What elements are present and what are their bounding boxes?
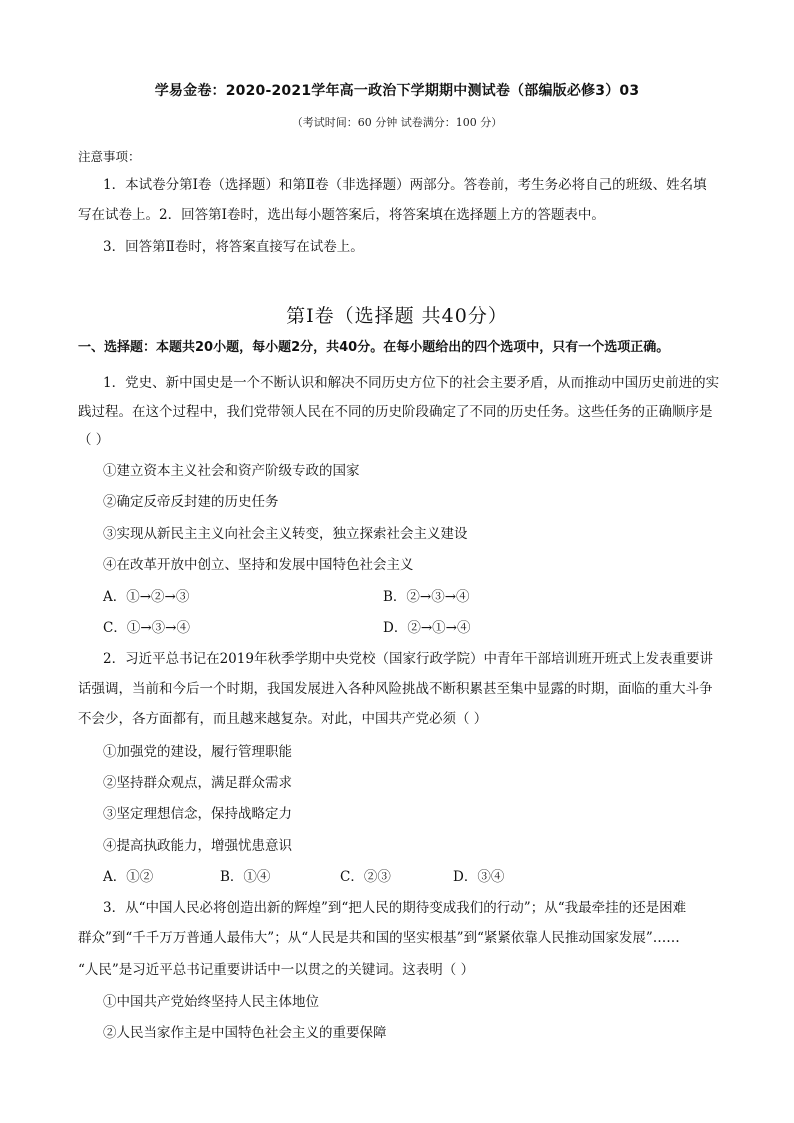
- q2-option-b: B．①④: [220, 869, 271, 885]
- notice-line-1: 1．本试卷分第Ⅰ卷（选择题）和第Ⅱ卷（非选择题）两部分。答卷前，考生务必将自己的班级、姓名填: [103, 177, 707, 193]
- exam-title: 学易金卷：2020-2021学年高一政治下学期期中测试卷（部编版必修3）03: [154, 83, 640, 99]
- q1-statement-4: ④在改革开放中创立、坚持和发展中国特色社会主义: [103, 557, 414, 573]
- q3-statement-1: ①中国共产党始终坚持人民主体地位: [103, 994, 319, 1010]
- q2-option-d: D．③④: [453, 869, 505, 885]
- q2-stem-line-3: 不会少，各方面都有，而且越来越复杂。对此，中国共产党必须（ ）: [78, 711, 488, 727]
- q1-statement-3: ③实现从新民主主义向社会主义转变，独立探索社会主义建设: [103, 526, 468, 542]
- q1-option-a: A．①→②→③: [103, 589, 190, 605]
- q1-statement-2: ②确定反帝反封建的历史任务: [103, 494, 279, 510]
- q2-stem-line-1: 2．习近平总书记在2019年秋季学期中央党校（国家行政学院）中青年干部培训班开班式上发表重要讲: [103, 651, 713, 667]
- section-title: 第Ⅰ卷（选择题 共40分）: [286, 305, 508, 327]
- notice-line-3: 3．回答第Ⅱ卷时，将答案直接写在试卷上。: [103, 239, 364, 255]
- q2-statement-1: ①加强党的建设，履行管理职能: [103, 744, 292, 760]
- q1-stem-line-2: 践过程。在这个过程中，我们党带领人民在不同的历史阶段确定了不同的历史任务。这些任务的正确顺序是: [78, 404, 713, 420]
- q2-statement-3: ③坚定理想信念，保持战略定力: [103, 806, 292, 822]
- q1-statement-1: ①建立资本主义社会和资产阶级专政的国家: [103, 463, 360, 479]
- exam-subtitle: （考试时间：60 分钟 试卷满分：100 分）: [291, 116, 503, 129]
- q1-stem-line-3: （ ）: [78, 432, 110, 448]
- q1-option-d: D．②→①→④: [383, 620, 471, 636]
- q2-stem-line-2: 话强调，当前和今后一个时期，我国发展进入各种风险挑战不断积累甚至集中显露的时期，面临的重大斗争: [78, 681, 713, 697]
- q3-stem-line-2: 群众”到“千千万万普通人最伟大”；从“人民是共和国的坚实根基”到“紧紧依靠人民推动国家发展”……: [78, 930, 680, 946]
- notice-line-2: 写在试卷上。2．回答第Ⅰ卷时，选出每小题答案后，将答案填在选择题上方的答题表中。: [78, 207, 605, 223]
- q3-statement-2: ②人民当家作主是中国特色社会主义的重要保障: [103, 1025, 387, 1041]
- section-instruction: 一、选择题：本题共20小题，每小题2分，共40分。在每小题给出的四个选项中，只有一个选项正确。: [78, 340, 670, 355]
- q3-stem-line-3: “人民”是习近平总书记重要讲话中一以贯之的关键词。这表明（ ）: [78, 962, 475, 978]
- q2-option-a: A．①②: [103, 869, 154, 885]
- q1-option-c: C．①→③→④: [103, 620, 190, 636]
- notice-heading: 注意事项：: [78, 149, 141, 164]
- q2-option-c: C．②③: [340, 869, 391, 885]
- q1-stem-line-1: 1．党史、新中国史是一个不断认识和解决不同历史方位下的社会主要矛盾，从而推动中国历史前进的实: [103, 375, 720, 391]
- q3-stem-line-1: 3．从“中国人民必将创造出新的辉煌”到“把人民的期待变成我们的行动”；从“我最牵挂的还是困难: [103, 900, 687, 916]
- q1-option-b: B．②→③→④: [383, 589, 470, 605]
- q2-statement-4: ④提高执政能力，增强忧患意识: [103, 838, 292, 854]
- q2-statement-2: ②坚持群众观点，满足群众需求: [103, 775, 292, 791]
